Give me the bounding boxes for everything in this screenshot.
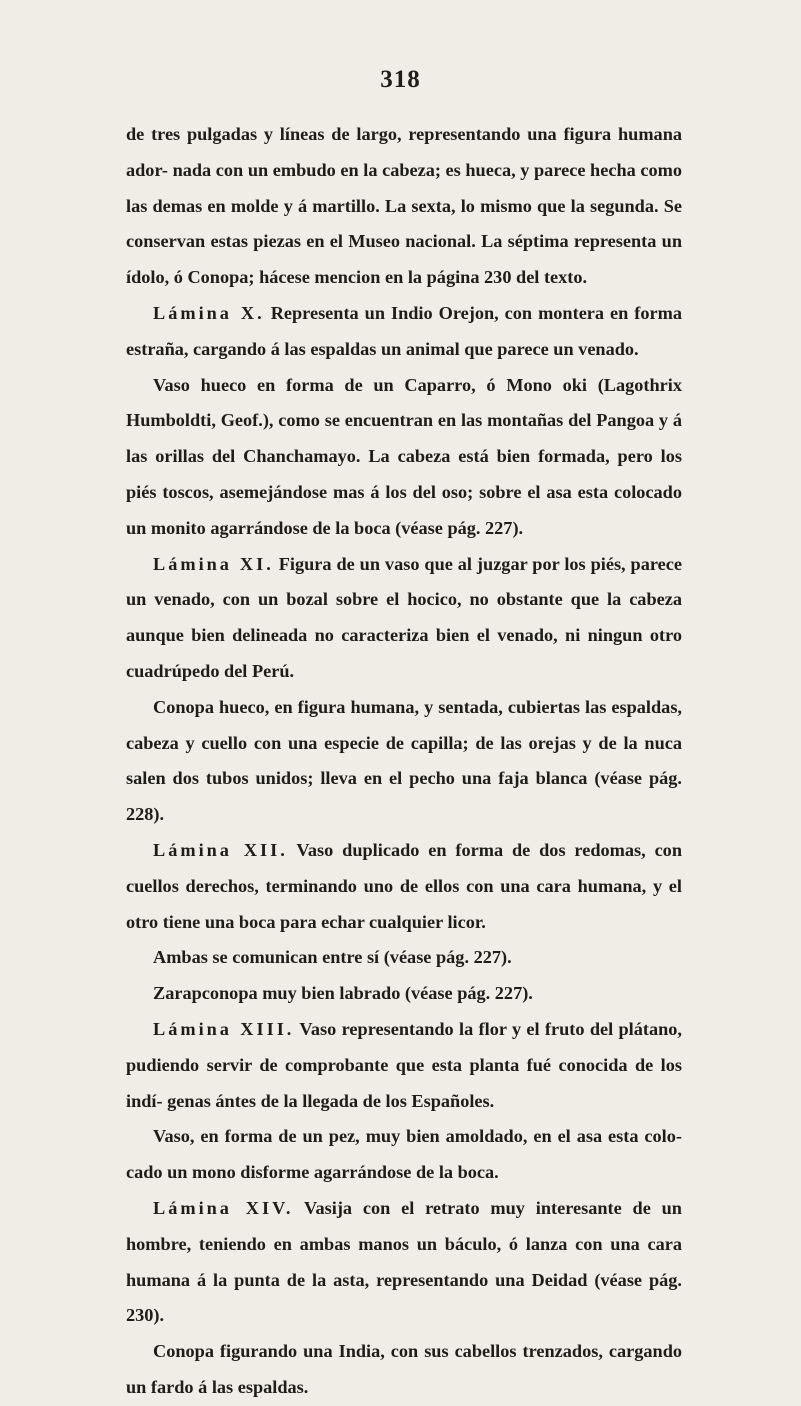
paragraph — [126, 1191, 682, 1334]
paragraph-text: Conopa figurando una India, con sus cabellos trenzados, cargando un fardo á las espaldas. — [126, 1341, 682, 1397]
paragraph — [126, 547, 682, 690]
paragraph — [126, 976, 682, 1012]
paragraph — [126, 117, 682, 296]
page-number: 318 — [380, 66, 421, 93]
paragraph-text: Vaso duplicado en forma de dos redomas, con cuellos derechos, terminando uno de ellos con una cara humana, y el otro tiene una boca para echar cualquier licor. — [126, 839, 682, 932]
plate-label: Lámina X. — [153, 302, 265, 323]
paragraph-text: Zarapconopa muy bien labrado (véase pág. 227). — [153, 983, 533, 1004]
paragraph — [126, 368, 682, 547]
plate-label: Lámina XI. — [153, 553, 274, 574]
paragraph — [126, 1012, 682, 1119]
paragraph — [126, 940, 682, 976]
plate-label: Lámina XIV. — [153, 1197, 294, 1218]
paragraph-text: Vaso representando la flor y el fruto del plátano, pudiendo servir de comprobante que esta planta fué conocida de los indí- genas ántes de la llegada de los Españoles. — [126, 1018, 683, 1111]
paragraph — [126, 833, 682, 940]
body-text — [126, 117, 682, 1406]
plate-label: Lámina XII. — [153, 839, 288, 860]
paragraph-text: Vaso, en forma de un pez, muy bien amoldado, en el asa esta colo- cado un mono disforme agarrándose de la boca. — [126, 1126, 682, 1183]
paragraph-text: Vasija con el retrato muy interesante de un hombre, teniendo en ambas manos un báculo, ó lanza con una cara humana á la punta de la asta, representando una Deidad (véase pág. 230). — [126, 1197, 682, 1326]
paragraph-text: de tres pulgadas y líneas de largo, representando una figura humana ador- nada con un embudo en la cabeza; es hueca, y parece hecha como las demas en molde y á martillo. La sexta, lo mismo que la segunda. Se conservan estas piezas en el Museo nacional. La séptima representa un ídolo, ó Conopa; hácese mencion en la página 230 del texto. — [126, 124, 682, 288]
paragraph — [126, 296, 682, 368]
paragraph-text: Figura de un vaso que al juzgar por los piés, parece un venado, con un bozal sobre el hocico, no obstante que la cabeza aunque bien delineada no caracteriza bien el venado, ni ningun otro cuadrúpedo del Perú. — [126, 553, 682, 681]
paragraph — [126, 690, 682, 833]
paragraph-text: Vaso hueco en forma de un Caparro, ó Mono oki (Lagothrix Humboldti, Geof.), como se encuentran en las montañas del Pangoa y á las orillas del Chanchamayo. La cabeza está bien formada, pero los piés toscos, asemejándose mas á los del oso; sobre el asa esta colocado un monito agarrándose de la boca (véase pág. 227). — [126, 374, 682, 538]
paragraph — [126, 1119, 682, 1191]
paragraph — [126, 1334, 682, 1406]
paragraph-text: Ambas se comunican entre sí (véase pág. 227). — [153, 947, 512, 968]
plate-label: Lámina XIII. — [153, 1018, 295, 1039]
paragraph-text: Representa un Indio Orejon, con montera en forma estraña, cargando á las espaldas un animal que parece un venado. — [126, 302, 682, 359]
paragraph-text: Conopa hueco, en figura humana, y sentada, cubiertas las espaldas, cabeza y cuello con una especie de capilla; de las orejas y de la nuca salen dos tubos unidos; lleva en el pecho una faja blanca (véase pág. 228). — [126, 696, 682, 825]
